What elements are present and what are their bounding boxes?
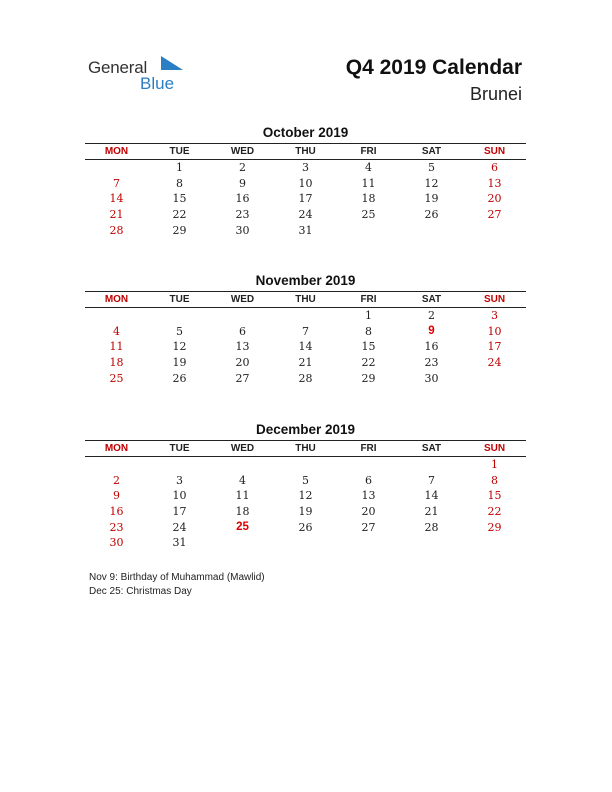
- day-cell: 20: [235, 356, 250, 370]
- week-row: [85, 457, 526, 473]
- day-cell: 22: [361, 356, 376, 370]
- month-december: [85, 421, 526, 551]
- empty-day-cell: [337, 535, 400, 551]
- week-row: [85, 519, 526, 535]
- week-row: [85, 191, 526, 207]
- day-cell: 2: [239, 161, 246, 175]
- day-cell: 8: [365, 324, 372, 338]
- month-october: [85, 124, 526, 238]
- empty-day-cell: [337, 222, 400, 238]
- weekday-header: SUN: [463, 441, 526, 457]
- day-cell: 12: [298, 489, 313, 503]
- day-cell: 6: [491, 161, 498, 175]
- holiday-note: Dec 25: Christmas Day: [89, 586, 192, 597]
- day-cell: 1: [365, 309, 372, 323]
- day-cell: 13: [235, 340, 250, 354]
- day-cell: 30: [235, 223, 250, 237]
- day-cell: 15: [487, 489, 502, 503]
- day-cell: 5: [176, 324, 183, 338]
- day-cell: 21: [109, 208, 124, 222]
- week-row: [85, 504, 526, 520]
- day-cell: 9: [113, 489, 120, 503]
- weekday-header: THU: [274, 144, 337, 160]
- day-cell: 4: [239, 473, 246, 487]
- day-cell: 11: [361, 176, 376, 190]
- day-cell: 23: [235, 208, 250, 222]
- week-row: [85, 160, 526, 176]
- day-cell: 22: [487, 505, 502, 519]
- calendar-grid: [85, 291, 526, 386]
- weekday-header: FRI: [337, 144, 400, 160]
- day-cell: 19: [172, 356, 187, 370]
- day-cell: 1: [176, 161, 183, 175]
- empty-day-cell: [85, 160, 148, 176]
- day-cell: 17: [298, 192, 313, 206]
- day-cell: 17: [172, 505, 187, 519]
- day-cell: 5: [428, 161, 435, 175]
- day-cell: 20: [487, 192, 502, 206]
- day-cell: 25: [361, 208, 376, 222]
- day-cell: 27: [487, 208, 502, 222]
- day-cell: 10: [298, 176, 313, 190]
- weekday-header-row: [85, 144, 526, 160]
- day-cell: 19: [424, 192, 439, 206]
- day-cell: 24: [298, 208, 313, 222]
- day-cell: 25: [109, 371, 124, 385]
- month-title: October 2019: [262, 125, 349, 140]
- day-cell: 13: [487, 176, 502, 190]
- day-cell: 6: [239, 324, 246, 338]
- week-row: [85, 355, 526, 371]
- empty-day-cell: [148, 308, 211, 324]
- empty-day-cell: [274, 457, 337, 473]
- day-cell: 14: [424, 489, 439, 503]
- day-cell: 2: [113, 473, 120, 487]
- day-cell: 18: [235, 505, 250, 519]
- empty-day-cell: [463, 370, 526, 386]
- day-cell: 28: [424, 520, 439, 534]
- day-cell: 10: [172, 489, 187, 503]
- day-cell: 7: [428, 473, 435, 487]
- day-cell: 24: [172, 520, 187, 534]
- week-row: [85, 488, 526, 504]
- logo-triangle-icon: [161, 56, 183, 70]
- weekday-header: MON: [85, 144, 148, 160]
- day-cell: 28: [109, 223, 124, 237]
- weekday-header-row: [85, 441, 526, 457]
- month-november: [85, 272, 526, 386]
- day-cell: 28: [298, 371, 313, 385]
- weekday-header-row: [85, 292, 526, 308]
- day-cell: 10: [487, 324, 502, 338]
- empty-day-cell: [400, 535, 463, 551]
- logo-text-blue: Blue: [140, 74, 175, 93]
- day-cell: 8: [491, 473, 498, 487]
- holiday-note: Nov 9: Birthday of Muhammad (Mawlid): [89, 572, 265, 583]
- weekday-header: FRI: [337, 441, 400, 457]
- weekday-header: WED: [211, 144, 274, 160]
- day-cell: 12: [172, 340, 187, 354]
- day-cell: 9: [428, 325, 435, 338]
- month-title: December 2019: [255, 422, 356, 437]
- day-cell: 11: [235, 489, 250, 503]
- week-row: [85, 370, 526, 386]
- weekday-header: SUN: [463, 144, 526, 160]
- weekday-header: TUE: [148, 441, 211, 457]
- brand-logo: [88, 54, 198, 94]
- document-title: Q4 2019 Calendar: [345, 56, 522, 79]
- day-cell: 4: [113, 324, 120, 338]
- week-row: [85, 222, 526, 238]
- day-cell: 6: [365, 473, 372, 487]
- day-cell: 25: [236, 521, 249, 534]
- day-cell: 8: [176, 176, 183, 190]
- week-row: [85, 308, 526, 324]
- day-cell: 17: [487, 340, 502, 354]
- empty-day-cell: [148, 457, 211, 473]
- weekday-header: THU: [274, 441, 337, 457]
- weekday-header: SAT: [400, 144, 463, 160]
- day-cell: 9: [239, 176, 246, 190]
- logo-text-general: General: [88, 58, 148, 77]
- day-cell: 26: [298, 520, 313, 534]
- day-cell: 16: [235, 192, 250, 206]
- day-cell: 31: [298, 223, 313, 237]
- empty-day-cell: [463, 535, 526, 551]
- week-row: [85, 473, 526, 489]
- weekday-header: WED: [211, 292, 274, 308]
- weekday-header: SAT: [400, 292, 463, 308]
- day-cell: 18: [109, 356, 124, 370]
- day-cell: 26: [424, 208, 439, 222]
- weekday-header: SUN: [463, 292, 526, 308]
- day-cell: 21: [424, 505, 439, 519]
- holiday-notes: [89, 571, 265, 599]
- day-cell: 29: [172, 223, 187, 237]
- day-cell: 31: [172, 536, 187, 550]
- day-cell: 29: [487, 520, 502, 534]
- weekday-header: MON: [85, 292, 148, 308]
- empty-day-cell: [337, 457, 400, 473]
- day-cell: 3: [302, 161, 309, 175]
- weekday-header: SAT: [400, 441, 463, 457]
- weekday-header: MON: [85, 441, 148, 457]
- day-cell: 29: [361, 371, 376, 385]
- day-cell: 3: [176, 473, 183, 487]
- day-cell: 2: [428, 309, 435, 323]
- empty-day-cell: [400, 222, 463, 238]
- day-cell: 16: [424, 340, 439, 354]
- day-cell: 12: [424, 176, 439, 190]
- day-cell: 24: [487, 356, 502, 370]
- week-row: [85, 207, 526, 223]
- weekday-header: FRI: [337, 292, 400, 308]
- month-title: November 2019: [255, 273, 356, 288]
- weekday-header: THU: [274, 292, 337, 308]
- week-row: [85, 535, 526, 551]
- calendar-grid: [85, 440, 526, 551]
- empty-day-cell: [211, 457, 274, 473]
- weekday-header: TUE: [148, 144, 211, 160]
- day-cell: 1: [491, 458, 498, 472]
- day-cell: 18: [361, 192, 376, 206]
- week-row: [85, 176, 526, 192]
- day-cell: 20: [361, 505, 376, 519]
- day-cell: 23: [109, 520, 124, 534]
- day-cell: 23: [424, 356, 439, 370]
- day-cell: 27: [361, 520, 376, 534]
- day-cell: 7: [302, 324, 309, 338]
- day-cell: 19: [298, 505, 313, 519]
- day-cell: 13: [361, 489, 376, 503]
- empty-day-cell: [85, 308, 148, 324]
- empty-day-cell: [85, 457, 148, 473]
- weekday-header: WED: [211, 441, 274, 457]
- day-cell: 14: [109, 192, 124, 206]
- day-cell: 7: [113, 176, 120, 190]
- weekday-header: TUE: [148, 292, 211, 308]
- day-cell: 14: [298, 340, 313, 354]
- empty-day-cell: [211, 535, 274, 551]
- day-cell: 21: [298, 356, 313, 370]
- empty-day-cell: [274, 308, 337, 324]
- day-cell: 15: [172, 192, 187, 206]
- day-cell: 30: [109, 536, 124, 550]
- empty-day-cell: [274, 535, 337, 551]
- day-cell: 27: [235, 371, 250, 385]
- week-row: [85, 324, 526, 340]
- day-cell: 26: [172, 371, 187, 385]
- document-subtitle: Brunei: [469, 84, 522, 104]
- day-cell: 11: [109, 340, 124, 354]
- empty-day-cell: [463, 222, 526, 238]
- day-cell: 16: [109, 505, 124, 519]
- empty-day-cell: [211, 308, 274, 324]
- day-cell: 30: [424, 371, 439, 385]
- day-cell: 15: [361, 340, 376, 354]
- calendar-grid: [85, 143, 526, 238]
- day-cell: 3: [491, 309, 498, 323]
- week-row: [85, 339, 526, 355]
- empty-day-cell: [400, 457, 463, 473]
- day-cell: 22: [172, 208, 187, 222]
- day-cell: 5: [302, 473, 309, 487]
- day-cell: 4: [365, 161, 372, 175]
